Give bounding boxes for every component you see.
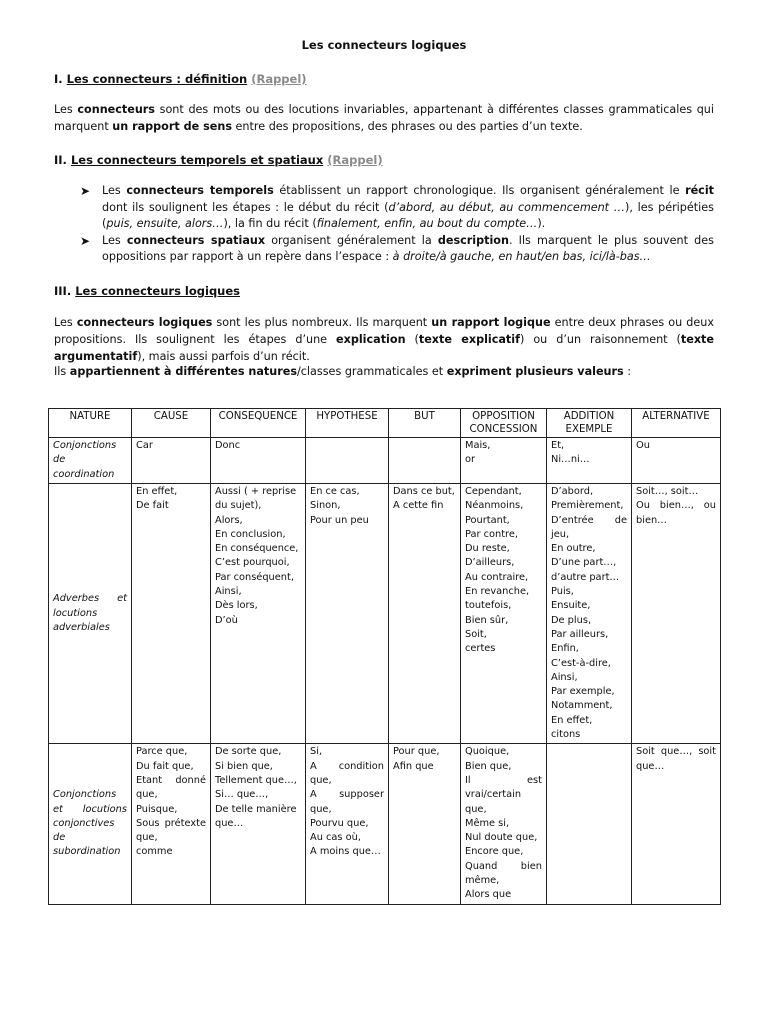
cell-entry: Enfin, — [551, 643, 579, 655]
cell-entry: Aussi ( + reprise du sujet), — [215, 486, 297, 512]
header-alternative: ALTERNATIVE — [632, 409, 721, 438]
cell-entry: C’est pourquoi, — [215, 557, 290, 569]
cell-entry: Dans ce but, — [393, 486, 455, 497]
bullet-temporels: ➤ Les connecteurs temporels établissent un rapport chronologique. Ils organisent généralement le récit dont ils soulignent les étapes : le début du récit (d’abord, au début, au commencement …), les péripéties (puis, ensuite, alors…), la fin du récit (finalement, enfin, au bout du compte…). — [80, 184, 714, 230]
cell-entry: or — [465, 454, 476, 466]
cell-entry: certes — [465, 643, 496, 655]
header-hypothese: HYPOTHESE — [306, 409, 389, 438]
cell-entry: De telle manière que… — [215, 803, 297, 829]
cell-entry: d’autre part… — [551, 571, 620, 583]
cell-entry: Puis, — [551, 586, 574, 598]
cell-entry: De sorte que, — [215, 746, 282, 758]
table-cell — [547, 438, 632, 484]
cell-entry: En conclusion, — [215, 528, 286, 540]
cell-entry: Nul doute que, — [465, 832, 538, 844]
cell-entry: D’ailleurs, — [465, 557, 515, 569]
section-2-number: II. — [54, 153, 67, 167]
cell-entry: Bien sûr, — [465, 614, 509, 626]
table-row-adverbes — [49, 484, 721, 744]
table-cell — [306, 484, 389, 744]
table-cell — [211, 438, 306, 484]
cell-entry: Cependant, — [465, 486, 522, 497]
cell-entry: toutefois, — [465, 600, 512, 612]
cell-entry: Premièrement, — [551, 500, 624, 512]
cell-entry: C’est-à-dire, — [551, 657, 611, 669]
cell-entry: Etant donné que, — [136, 774, 206, 801]
cell-entry: Quand bien même, — [465, 860, 542, 887]
cell-entry: Alors que — [465, 889, 512, 901]
cell-entry: Pour un peu — [310, 514, 369, 526]
cell-entry: Bien que, — [465, 760, 512, 772]
table-row-subordination — [49, 744, 721, 904]
section-3-number: III. — [54, 284, 72, 298]
cell-entry: En effet, — [551, 714, 593, 726]
table-cell — [211, 484, 306, 744]
cell-entry: A condition que, — [310, 760, 384, 786]
cell-entry: Soit que…, soit que… — [636, 746, 716, 772]
header-opposition: OPPOSITION CONCESSION — [461, 409, 547, 438]
cell-entry: Pour que, — [393, 746, 440, 758]
section-2-heading — [54, 153, 383, 167]
table-cell — [306, 438, 389, 484]
table-cell — [132, 438, 211, 484]
cell-entry: Au contraire, — [465, 571, 529, 583]
cell-entry: Par exemple, — [551, 686, 615, 698]
table-cell — [211, 744, 306, 904]
cell-entry: Au cas où, — [310, 832, 361, 844]
cell-entry: citons — [551, 729, 581, 741]
table-header-row — [49, 409, 721, 438]
section-1-title: Les connecteurs : définition — [66, 72, 248, 86]
cell-entry: Du fait que, — [136, 760, 194, 772]
cell-entry: Si bien que, — [215, 760, 273, 772]
cell-entry: En effet, — [136, 486, 178, 497]
header-cause: CAUSE — [132, 409, 211, 438]
cell-entry: Encore que, — [465, 846, 524, 858]
cell-entry: Pourvu que, — [310, 817, 369, 829]
cell-entry: De plus, — [551, 614, 592, 626]
table-cell — [632, 438, 721, 484]
cell-entry: De fait — [136, 500, 169, 512]
cell-entry: Sous prétexte que, — [136, 817, 206, 844]
section-1-number: I. — [54, 72, 63, 86]
table-cell — [389, 438, 461, 484]
table-cell — [132, 744, 211, 904]
logical-connectors-paragraph: Les connecteurs logiques sont les plus nombreux. Ils marquent un rapport logique entre deux phrases ou deux propositions. Ils soulignent les étapes d’une explication (texte explicatif) ou d’un raisonnement (texte argumentatif), mais aussi parfois d’un récit. — [54, 316, 714, 363]
cell-entry: A supposer que, — [310, 789, 384, 815]
cell-entry: D’abord, — [551, 486, 594, 497]
cell-entry: Puisque, — [136, 803, 178, 815]
cell-entry: Donc — [215, 440, 241, 451]
definition-paragraph: Les connecteurs sont des mots ou des locutions invariables, appartenant à différentes classes grammaticales qui marquent un rapport de sens entre des propositions, des phrases ou des parties d’un texte. — [54, 103, 715, 133]
cell-entry: En revanche, — [465, 586, 530, 598]
cell-entry: D’une part…, — [551, 557, 617, 569]
cell-entry: D’où — [215, 614, 238, 626]
cell-entry: Et, — [551, 440, 565, 451]
cell-entry: Sinon, — [310, 500, 341, 512]
section-3-title: Les connecteurs logiques — [75, 284, 241, 298]
table-cell — [547, 484, 632, 744]
cell-entry: Si, — [310, 746, 323, 758]
table-cell — [632, 744, 721, 904]
nature-cell: Conjonctions de coordination — [49, 438, 132, 484]
cell-entry: Par contre, — [465, 528, 518, 540]
cell-entry: Car — [136, 440, 153, 451]
cell-entry: Ou — [636, 440, 650, 451]
bullet-spatiaux: ➤ Les connecteurs spatiaux organisent généralement la description. Ils marquent le plus souvent des oppositions par rapport à un repère dans l’espace : à droite/à gauche, en haut/en bas, ici/là-bas… — [80, 233, 714, 263]
cell-entry: A moins que… — [310, 846, 381, 858]
cell-entry: comme — [136, 846, 173, 858]
natures-paragraph: Ils appartiennent à différentes natures/classes grammaticales et expriment plusieurs valeurs : — [54, 365, 632, 378]
arrow-bullet-icon: ➤ — [80, 233, 91, 248]
cell-entry: Parce que, — [136, 746, 188, 758]
arrow-bullet-icon: ➤ — [80, 184, 91, 198]
header-consequence: CONSEQUENCE — [211, 409, 306, 438]
cell-entry: Dès lors, — [215, 600, 258, 612]
table-cell — [632, 484, 721, 744]
table-cell — [389, 744, 461, 904]
cell-entry: Pourtant, — [465, 514, 510, 526]
table-row-coordination — [49, 438, 721, 484]
cell-entry: En ce cas, — [310, 486, 360, 497]
cell-entry: Ni…ni… — [551, 454, 590, 466]
cell-entry: Notamment, — [551, 700, 613, 712]
cell-entry: Même si, — [465, 817, 510, 829]
table-cell — [132, 484, 211, 744]
cell-entry: D’entrée de jeu, — [551, 514, 627, 540]
page-title: Les connecteurs logiques — [301, 38, 467, 52]
section-2-title: Les connecteurs temporels et spatiaux — [70, 153, 324, 167]
cell-entry: En outre, — [551, 543, 596, 555]
table-cell — [461, 744, 547, 904]
cell-entry: Afin que — [393, 760, 434, 772]
cell-entry: Ensuite, — [551, 600, 591, 612]
nature-cell: Conjonctions et locutions conjonctives de subordination — [49, 744, 132, 904]
header-addition: ADDITION EXEMPLE — [547, 409, 632, 438]
cell-entry: Si… que…, — [215, 789, 269, 801]
cell-entry: Par ailleurs, — [551, 628, 609, 640]
cell-entry: Soit, — [465, 628, 487, 640]
table-cell — [389, 484, 461, 744]
cell-entry: En conséquence, — [215, 543, 299, 555]
connector-bullets — [80, 183, 714, 266]
section-3-heading — [54, 284, 240, 298]
table-cell — [547, 744, 632, 904]
cell-entry: Du reste, — [465, 543, 510, 555]
section-1-heading — [54, 72, 307, 86]
table-cell — [461, 438, 547, 484]
cell-entry: Par conséquent, — [215, 571, 294, 583]
header-but: BUT — [389, 409, 461, 438]
table-cell — [306, 744, 389, 904]
cell-entry: Ainsi, — [551, 671, 578, 683]
connectors-table — [48, 408, 721, 905]
cell-entry: Il est vrai/certain que, — [465, 774, 542, 815]
cell-entry: Ainsi, — [215, 586, 242, 598]
cell-entry: Alors, — [215, 514, 243, 526]
header-nature: NATURE — [49, 409, 132, 438]
table-cell — [461, 484, 547, 744]
cell-entry: Ou bien…, ou bien… — [636, 500, 716, 526]
cell-entry: Mais, — [465, 440, 491, 451]
cell-entry: Soit…, soit… — [636, 486, 699, 497]
cell-entry: Quoique, — [465, 746, 510, 758]
section-1-tag: (Rappel) — [251, 72, 307, 86]
cell-entry: Tellement que…, — [215, 774, 297, 786]
section-2-tag: (Rappel) — [327, 153, 383, 167]
nature-cell: Adverbes et locutions adverbiales — [49, 484, 132, 744]
cell-entry: A cette fin — [393, 500, 444, 512]
cell-entry: Néanmoins, — [465, 500, 524, 512]
